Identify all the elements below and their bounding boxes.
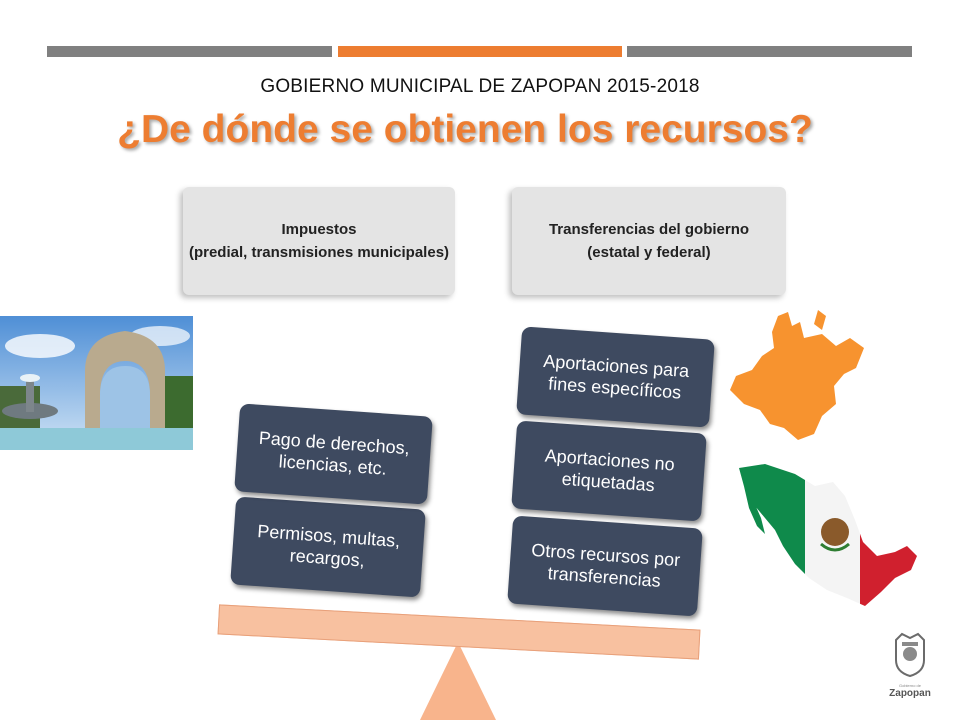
tile-specific-contributions: Aportaciones para fines específicos [516, 326, 715, 427]
scale-fulcrum [418, 640, 498, 720]
header-bar-left [47, 46, 332, 57]
zapopan-logo [880, 630, 940, 699]
logo-name: Zapopan [889, 688, 931, 699]
category-taxes-detail: (predial, transmisiones municipales) [188, 244, 450, 261]
mexico-flag-map-icon [735, 460, 920, 610]
jalisco-map-icon [726, 308, 866, 458]
category-taxes-title: Impuestos [281, 221, 357, 238]
tile-other-transfers: Otros recursos por transferencias [507, 515, 703, 616]
zapopan-crest-icon [890, 630, 930, 678]
tile-fees-licenses: Pago de derechos, licencias, etc. [234, 403, 433, 504]
tile-unearmarked-contributions: Aportaciones no etiquetadas [511, 420, 707, 521]
category-taxes [183, 187, 455, 295]
category-transfers-detail: (estatal y federal) [587, 244, 711, 261]
header-bar-center [338, 46, 622, 57]
category-transfers-title: Transferencias del gobierno [548, 221, 750, 238]
organization-heading: GOBIERNO MUNICIPAL DE ZAPOPAN 2015-2018 [260, 76, 700, 97]
tile-permits-fines: Permisos, multas, recargos, [230, 496, 426, 597]
slide-title: ¿De dónde se obtienen los recursos? [117, 108, 813, 151]
town-arch-photo [0, 316, 193, 450]
category-transfers [512, 187, 786, 295]
logo-subtitle: Gobierno de [898, 683, 921, 688]
header-bar-right [627, 46, 912, 57]
